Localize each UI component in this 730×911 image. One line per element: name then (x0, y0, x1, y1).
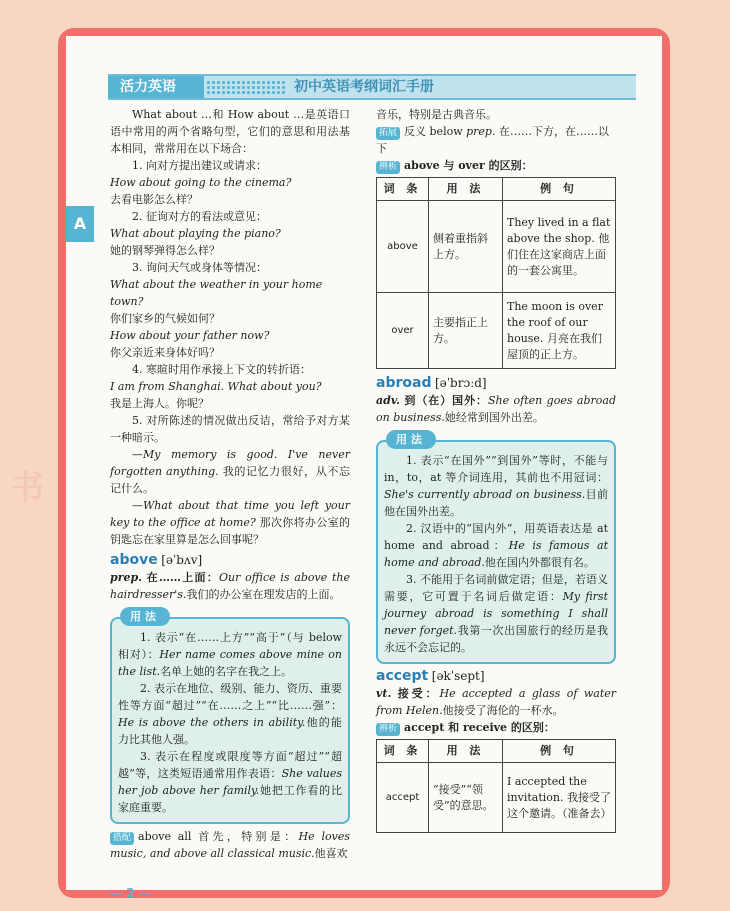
page-frame (58, 28, 670, 898)
example-en: How about going to the cinema? (110, 176, 292, 189)
phonetic: [əˈbrɔːd] (434, 376, 487, 390)
example-zh: 她的钢琴弹得怎么样？ (110, 244, 220, 257)
item-label: 5. 对所陈述的情况做出反诘，常给予对方某一种暗示。 (110, 414, 350, 444)
example-zh: 去看电影怎么样？ (110, 193, 198, 206)
table-header: 例 句 (503, 740, 616, 763)
table-header-row (377, 178, 616, 201)
usage-box (110, 610, 350, 824)
example-en: —My memory is good. I've never forgotten anything. (110, 448, 350, 478)
table-cell: accept (377, 763, 429, 833)
collocation: 搭配 above all 首先，特别是：He loves music, and above all classical music.他喜欢 (110, 830, 350, 860)
page-header (108, 74, 636, 100)
entry-accept-head (376, 668, 616, 685)
table-cell: I accepted the invitation. 我接受了这个邀请。（准备去） (503, 763, 616, 833)
example-en: How about your father now? (110, 329, 270, 342)
phonetic: [əˈbʌv] (161, 553, 203, 567)
table-cell: over (377, 293, 429, 369)
table-cell: above (377, 201, 429, 293)
headword: accept (376, 668, 429, 684)
table-header: 用 法 (429, 740, 503, 763)
continued-text: 音乐，特别是古典音乐。 (376, 108, 497, 121)
usage-item: 2. 表示在地位、级别、能力、资历、重要性等方面“超过”“在……之上”“比……强”：He is above the others in ability.他的能力比其他人强。 (118, 682, 342, 746)
example-en: What about the weather in your home town? (110, 278, 323, 308)
table-cell: The moon is over the roof of our house. 月亮在我们屋顶的正上方。 (503, 293, 616, 369)
table-cell: They lived in a flat above the shop. 他们住在这家商店上面的一套公寓里。 (503, 201, 616, 293)
item-label: 1. 向对方提出建议或请求： (132, 159, 267, 172)
header-dots (206, 80, 286, 94)
header-title: 初中英语考纲词汇手册 (294, 79, 434, 95)
analysis-line: 辨析 above 与 over 的区别： (376, 157, 616, 174)
book-page (66, 36, 662, 900)
example-zh: 我是上海人。你呢？ (110, 397, 209, 410)
item-label: 4. 寒暄时用作承接上下文的转折语： (132, 363, 311, 376)
table-row (377, 201, 616, 293)
usage-box (376, 433, 616, 664)
example-zh: 我的记忆力很好，从不忘记什么。 (110, 465, 350, 495)
definition: vt. 接受：He accepted a glass of water from Helen.他接受了海伦的一杯水。 (376, 687, 617, 717)
page-number: — 2 — (110, 886, 151, 900)
usage-item: 3. 表示在程度或限度等方面“超过”“超越”等，这类短语通常用作表语：She values her job above her family.她把工作看的比家庭重要。 (118, 750, 342, 814)
example-en: I am from Shanghai. What about you? (110, 380, 322, 393)
letter-tab: A (66, 206, 94, 242)
left-column (110, 106, 350, 862)
headword: abroad (376, 375, 432, 391)
table-header: 词 条 (377, 740, 429, 763)
entry-above-head (110, 552, 350, 569)
example-en: —What about that time you left your key to the office at home? (110, 499, 350, 529)
table-cell: 侧着重指斜上方。 (429, 201, 503, 293)
collocation-tag: 搭配 (110, 832, 134, 845)
right-column (376, 106, 616, 833)
table-header-row (377, 740, 616, 763)
analysis-tag: 辨析 (376, 723, 400, 736)
definition: prep. 在……上面：Our office is above the hairdresser's.我们的办公室在理发店的上面。 (110, 571, 351, 601)
analysis-line: 辨析 accept 和 receive 的区别： (376, 719, 616, 736)
definition: adv. 到（在）国外：She often goes abroad on business.她经常到国外出差。 (376, 394, 616, 424)
item-label: 3. 询问天气或身体等情况： (132, 261, 267, 274)
table-header: 例 句 (503, 178, 616, 201)
comparison-table (376, 739, 616, 833)
example-en: What about playing the piano? (110, 227, 281, 240)
table-cell: “接受”“领受”的意思。 (429, 763, 503, 833)
usage-item: 2. 汉语中的“国内外”，用英语表达是 at home and abroad：He is famous at home and abroad.他在国内外都很有名。 (384, 522, 608, 569)
expand-line: 拓展 反义 below prep. 在……下方，在……以下 (376, 125, 609, 155)
usage-label: 用法 (120, 607, 170, 626)
comparison-table (376, 177, 616, 369)
item-label: 2. 征询对方的看法或意见： (132, 210, 267, 223)
header-brand: 活力英语 (108, 76, 204, 98)
example-zh: 那次你将办公室的钥匙忘在家里算是怎么回事呢？ (110, 516, 350, 546)
watermark: 书 (10, 468, 44, 508)
example-zh: 你们家乡的气候如何？ (110, 312, 220, 325)
example-zh: 你父亲近来身体好吗？ (110, 346, 220, 359)
headword: above (110, 552, 158, 568)
table-header: 词 条 (377, 178, 429, 201)
analysis-tag: 辨析 (376, 161, 400, 174)
usage-item: 1. 表示“在国外”“到国外”等时，不能与 in，to，at 等介词连用，其前也不用冠词：She's currently abroad on business.目前他在国外出差。 (384, 454, 608, 518)
expand-tag: 拓展 (376, 127, 400, 140)
entry-abroad-head (376, 375, 616, 392)
usage-item: 1. 表示“在……上方”“高于”（与 below 相对）：Her name comes above mine on the list.名单上她的名字在我之上。 (118, 631, 342, 678)
usage-item: 3. 不能用于名词前做定语；但是，若语义需要，它可置于名词后做定语：My first journey abroad is something I shall never forget.我第一次出国旅行的经历是我永远不会忘记的。 (384, 573, 609, 654)
table-header: 用 法 (429, 178, 503, 201)
table-row (377, 763, 616, 833)
table-cell: 主要指正上方。 (429, 293, 503, 369)
usage-label: 用法 (386, 430, 436, 449)
table-row (377, 293, 616, 369)
intro-text: What about …和 How about …是英语口语中常用的两个省略句型，它们的意思和用法基本相同，常常用在以下场合： (110, 108, 350, 155)
phonetic: [əkˈsept] (431, 669, 485, 683)
